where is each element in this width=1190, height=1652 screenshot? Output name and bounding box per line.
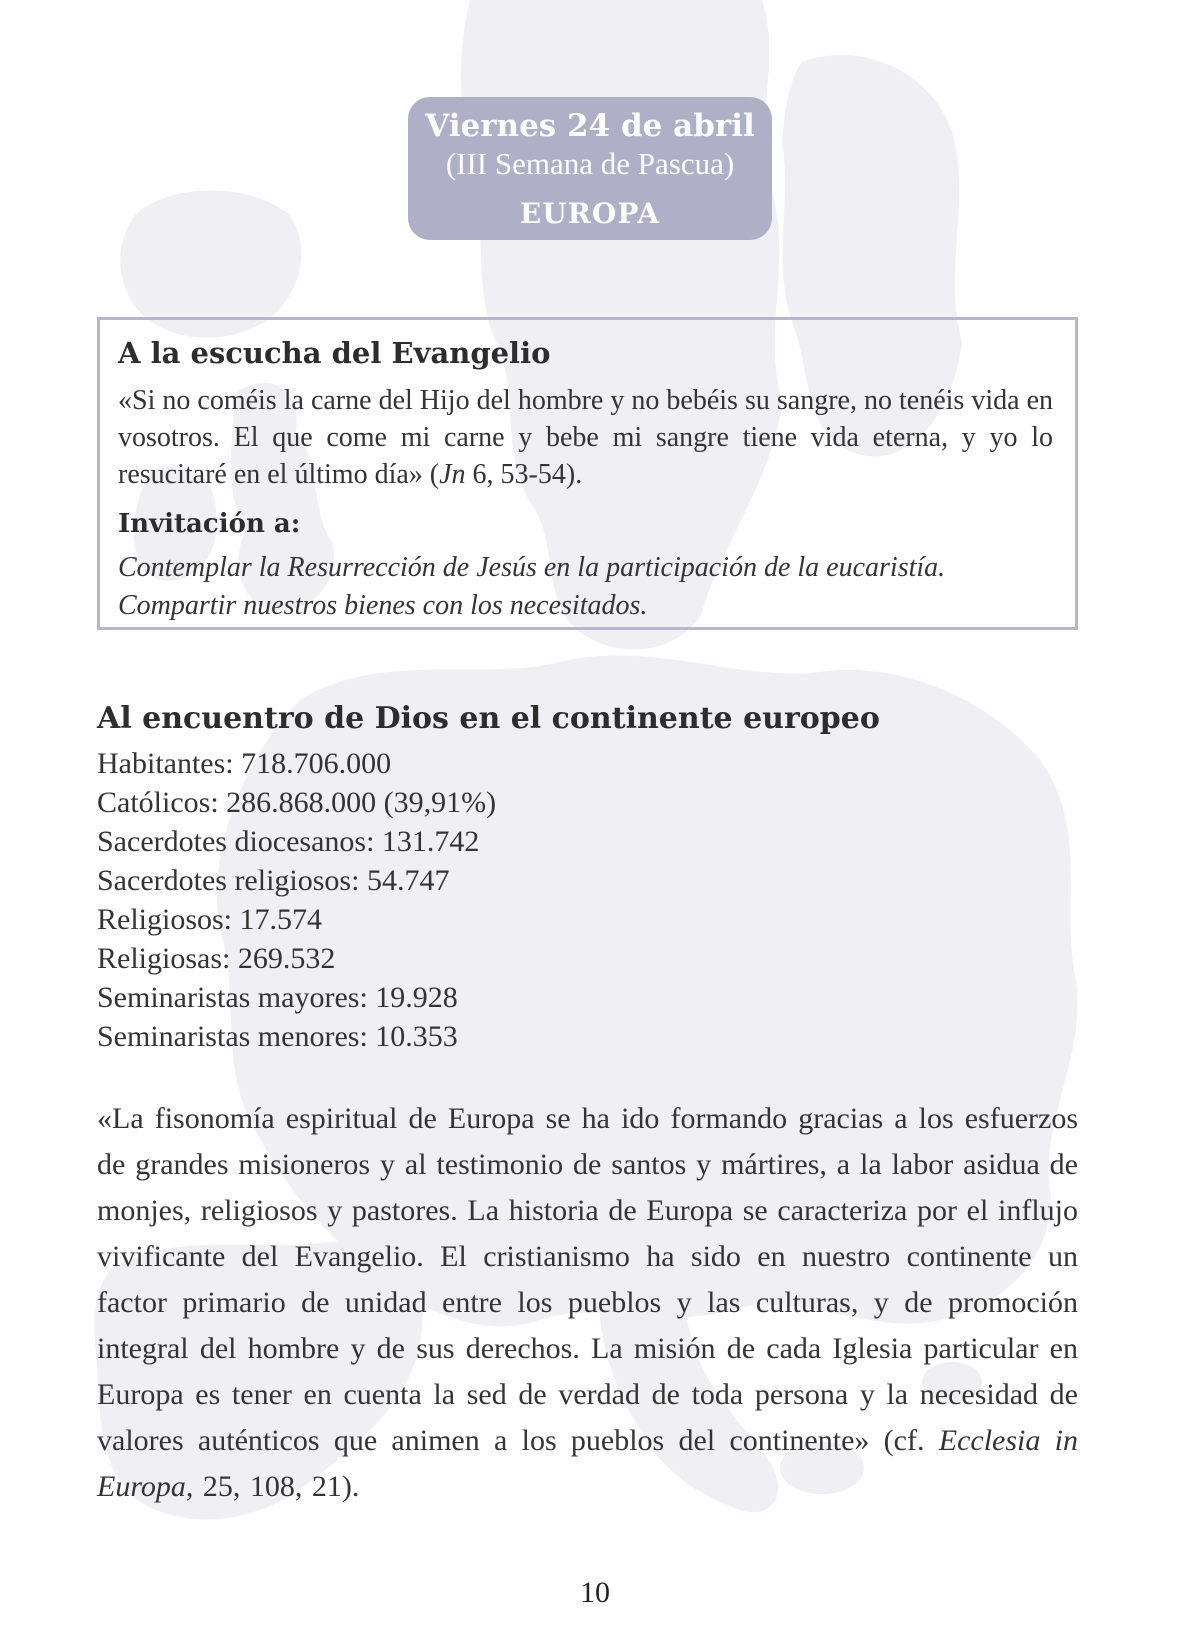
gospel-box-title: A la escucha del Evangelio <box>118 336 551 370</box>
date-title: Viernes 24 de abril <box>425 108 755 144</box>
liturgical-week: (III Semana de Pascua) <box>445 146 735 181</box>
statistics-list <box>97 744 496 1056</box>
stat-line: Sacerdotes religiosos: 54.747 <box>97 864 450 897</box>
stat-line: Sacerdotes diocesanos: 131.742 <box>97 825 480 858</box>
day-header-box <box>408 97 772 240</box>
continent-title: EUROPA <box>519 197 661 230</box>
main-paragraph <box>97 1096 1078 1510</box>
document-reference-title: Ecclesia in Europa <box>97 1424 1079 1503</box>
gospel-quote <box>118 382 1053 493</box>
main-paragraph-text: «La fisonomía espiritual de Europa se ha ido formando gracias a los esfuerzos de grandes misioneros y al testimonio de santos y mártires, a la labor asidua de monjes, religiosos y pastores. La historia de Europa se caracteriza por el influjo vivificante del Evangelio. El cristianismo ha sido en nuestro continente un factor primario de unidad entre los pueblos y las culturas, y de promoción integral del hombre y de sus derechos. La misión de cada Iglesia particular en Europa es tener en cuenta la sed de verdad de toda persona y la necesidad de valores auténticos que animen a los pueblos del continente» (cf. <box>97 1102 1078 1457</box>
stat-line: Seminaristas mayores: 19.928 <box>97 981 458 1014</box>
invitation-label: Invitación a: <box>118 509 301 539</box>
invitation-item: Contemplar la Resurrección de Jesús en la participación de la eucaristía. <box>118 552 946 583</box>
gospel-reference-book: Jn <box>439 459 466 490</box>
stat-line: Religiosas: 269.532 <box>97 942 336 975</box>
gospel-reference-verse: 6, 53-54). <box>465 459 583 490</box>
stat-line: Habitantes: 718.706.000 <box>97 747 392 780</box>
section-title: Al encuentro de Dios en el continente europeo <box>97 701 880 736</box>
page-number: 10 <box>580 1576 610 1609</box>
gospel-box <box>97 317 1078 630</box>
stat-line: Católicos: 286.868.000 (39,91%) <box>97 786 497 819</box>
document-reference-numbers: , 25, 108, 21). <box>185 1470 360 1503</box>
stat-line: Seminaristas menores: 10.353 <box>97 1020 458 1053</box>
invitation-item: Compartir nuestros bienes con los necesitados. <box>118 590 648 621</box>
gospel-quote-text: «Si no coméis la carne del Hijo del hombre y no bebéis su sangre, no tenéis vida en vosotros. El que come mi carne y bebe mi sangre tiene vida eterna, y yo lo resucitaré en el último día» ( <box>118 385 1053 490</box>
stat-line: Religiosos: 17.574 <box>97 903 323 936</box>
